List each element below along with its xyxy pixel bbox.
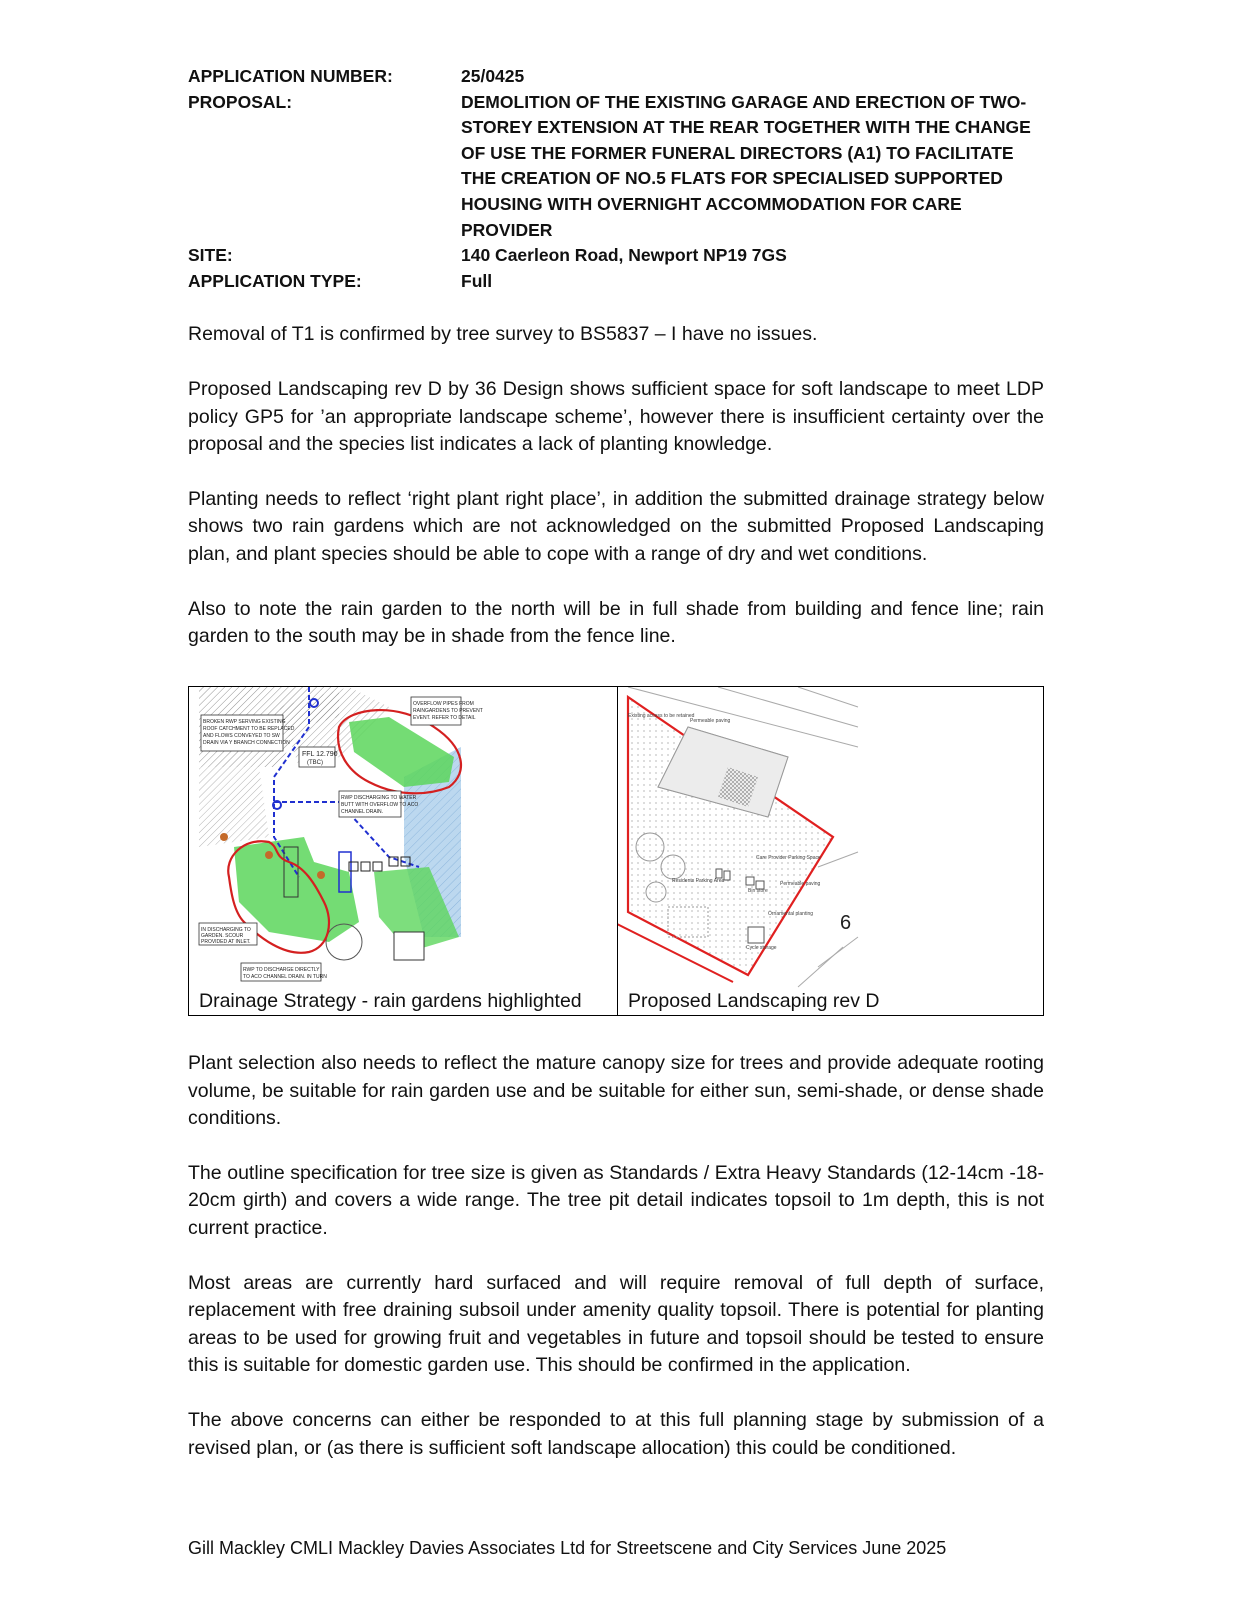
svg-text:RWP DISCHARGING TO WATER: RWP DISCHARGING TO WATER: [341, 795, 417, 801]
svg-text:BUTT WITH OVERFLOW TO ACO: BUTT WITH OVERFLOW TO ACO: [341, 802, 419, 808]
svg-text:(TBC): (TBC): [307, 760, 323, 766]
comparison-figures: [188, 686, 1044, 1016]
paragraph-landscaping: Proposed Landscaping rev D by 36 Design shows sufficient space for soft landscape to meet LDP policy GP5 for ’an appropriate landscape scheme’, however there is insufficient certainty over the proposal and the species list indicates a lack of planting knowledge.: [188, 377, 1044, 456]
proposal-label: PROPOSAL:: [188, 91, 293, 112]
application-number: 25/0425: [461, 66, 525, 86]
label-permeable-paving: Permeable paving: [690, 718, 731, 724]
paragraph-rain-garden-shade: Also to note the rain garden to the north will be in full shade from building and fence line; rain garden to the south may be in shade from the fence line.: [188, 597, 1044, 648]
label-bin-store: Bin store: [748, 888, 768, 894]
application-header: [188, 64, 1044, 294]
svg-text:DRAIN VIA Y BRANCH CONNECTION: DRAIN VIA Y BRANCH CONNECTION: [203, 740, 290, 746]
proposal-text: DEMOLITION OF THE EXISTING GARAGE AND ERECTION OF TWO-STOREY EXTENSION AT THE REAR TOGETHER WITH THE CHANGE OF USE THE FORMER FUNERAL DIRECTORS (A1) TO FACILITATE THE CREATION OF NO.5 FLATS FOR SPECIALISED SUPPORTED HOUSING WITH OVERNIGHT ACCOMMODATION FOR CARE PROVIDER: [461, 91, 1031, 240]
label-cycle-storage: Cycle storage: [746, 945, 777, 951]
paragraph-planting: Planting needs to reflect ‘right plant right place’, in addition the submitted drainage strategy below shows two rain gardens which are not acknowledged on the submitted Proposed Landscaping plan, and plant species should be able to cope with a range of dry and wet conditions.: [188, 487, 1044, 565]
label-existing-access: Existing access to be retained: [628, 713, 695, 719]
site-address: 140 Caerleon Road, Newport NP19 7GS: [461, 245, 787, 266]
drainage-caption: Drainage Strategy - rain gardens highlighted: [199, 989, 586, 1013]
svg-text:RAINGARDENS TO PREVENT: RAINGARDENS TO PREVENT: [413, 708, 483, 714]
label-care-provider-parking: Care Provider Parking Space: [756, 855, 821, 861]
document-page: [188, 64, 1044, 651]
paragraph-tree-size: The outline specification for tree size is given as Standards / Extra Heavy Standards (12-14cm -18-20cm girth) and covers a wide range. The tree pit detail indicates topsoil to 1m depth, this is not current practice.: [188, 1161, 1044, 1239]
paragraph-hard-surface: Most areas are currently hard surfaced and will require removal of full depth of surface, replacement with free draining subsoil under amenity quality topsoil. There is potential for planting areas to be used for growing fruit and vegetables in future and topsoil should be tested to ensure this is suitable for domestic garden use. This should be confirmed in the application.: [188, 1271, 1044, 1377]
svg-text:ROOF CATCHMENT TO BE REPLACED: ROOF CATCHMENT TO BE REPLACED: [203, 726, 295, 732]
paragraph-tree-removal: Removal of T1 is confirmed by tree survey to BS5837 – I have no issues.: [188, 323, 818, 346]
svg-text:EVENT. REFER TO DETAIL: EVENT. REFER TO DETAIL: [413, 715, 476, 721]
label-ornamental-planting: Ornamental planting: [768, 911, 814, 917]
landscaping-plan-drawing: [618, 687, 1043, 1015]
site-label: SITE:: [188, 245, 233, 266]
application-type-label: APPLICATION TYPE:: [188, 270, 362, 291]
paragraph-concerns: The above concerns can either be responded to at this full planning stage by submission of a revised plan, or (as there is sufficient soft landscape allocation) this could be conditioned.: [188, 1408, 1044, 1459]
svg-text:Permeable paving: Permeable paving: [780, 881, 821, 887]
note-rwp-text: BROKEN RWP SERVING EXISTING: [203, 719, 286, 725]
svg-text:CHANNEL DRAIN.: CHANNEL DRAIN.: [341, 809, 384, 815]
svg-text:TO ACO CHANNEL DRAIN. IN TURN: TO ACO CHANNEL DRAIN. IN TURN: [243, 974, 327, 980]
svg-text:AND FLOWS CONVEYED TO SW: AND FLOWS CONVEYED TO SW: [203, 733, 280, 739]
svg-text:RWP TO DISCHARGE DIRECTLY: RWP TO DISCHARGE DIRECTLY: [243, 967, 320, 973]
footer-credit: Gill Mackley CMLI Mackley Davies Associates Ltd for Streetscene and City Services June 2025: [188, 1538, 947, 1558]
drainage-plan-drawing: [189, 687, 617, 1015]
drainage-strategy-figure: [189, 687, 618, 1015]
label-plot-number: 6: [840, 912, 852, 934]
document-page-continued: [188, 1050, 1044, 1462]
svg-text:PROVIDED AT INLET.: PROVIDED AT INLET.: [201, 939, 251, 945]
landscaping-caption: Proposed Landscaping rev D: [628, 989, 884, 1013]
svg-text:GARDEN. SCOUR: GARDEN. SCOUR: [201, 933, 244, 939]
paragraph-plant-selection: Plant selection also needs to reflect the mature canopy size for trees and provide adequate rooting volume, be suitable for rain garden use and be suitable for either sun, semi-shade, or dense shade conditions.: [188, 1052, 1044, 1130]
application-number-label: APPLICATION NUMBER:: [188, 66, 393, 86]
svg-text:OVERFLOW PIPES FROM: OVERFLOW PIPES FROM: [413, 701, 474, 707]
ffl-label: FFL 12.790: [302, 751, 338, 758]
label-residents-parking: Residents Parking Area: [672, 878, 725, 884]
application-type: Full: [461, 270, 493, 291]
svg-text:IN DISCHARGING TO: IN DISCHARGING TO: [201, 927, 251, 933]
landscaping-figure: [618, 687, 1043, 1015]
